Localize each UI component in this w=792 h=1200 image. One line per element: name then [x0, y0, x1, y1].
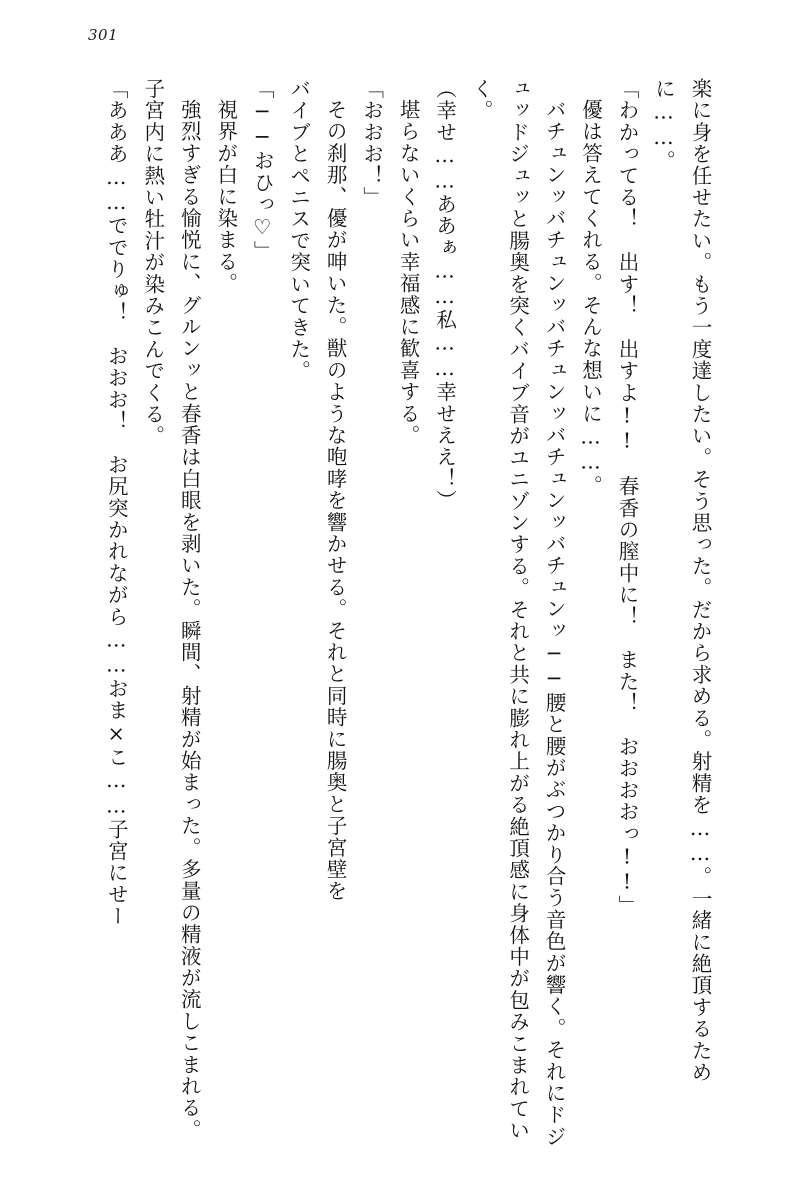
paragraph: バイブとペニスで突いてきた。: [286, 78, 311, 382]
paragraph: 「──おひっ♡」: [250, 78, 275, 263]
paragraph: 「わかってる！ 出す！ 出すよ!! 春香の膣中に！ また！ おおおおっ!!」: [615, 78, 640, 917]
paragraph: 強烈すぎる愉悦に、グルンッと春香は白眼を剥いた。瞬間、射精が始まった。多量の精液が流しこまれる。子宮内に熱い牡汁が染みこんでくる。: [140, 78, 202, 1141]
paragraph: その刹那、優が呻いた。獣のような咆哮を響かせる。それと同時に腸奥と子宮壁を: [323, 98, 348, 902]
paragraph: 堪らないくらい幸福感に歓喜する。: [396, 98, 421, 446]
paragraph: 優は答えてくれる。そんな想いに……。: [578, 98, 603, 497]
paragraph: 「あああ……ででりゅ！ おおお！ お尻突かれながら……おま×こ……子宮にせー: [104, 78, 129, 928]
paragraph: 視界が白に染まる。: [213, 98, 238, 294]
paragraph: 「おおお！」: [359, 78, 384, 209]
page-number: 301: [88, 26, 119, 44]
page-body-text: [62, 78, 718, 1148]
paragraph: （幸せ……ああぁ……私……幸せええ！）: [432, 78, 457, 512]
paragraph: バチュンッバチュンッバチュンッバチュンッバチュンッ──腰と腰がぶつかり合う音色が響く。それにドジュッドジュッと腸奥を突くバイブ音がユニゾンする。それと共に膨れ上がる絶頂感に身体中が包みこまれていく。: [469, 78, 567, 1148]
paragraph: 楽に身を任せたい。もう一度達したい。そう思った。だから求める。射精を……。一緒に絶頂するために……。: [651, 78, 712, 1084]
